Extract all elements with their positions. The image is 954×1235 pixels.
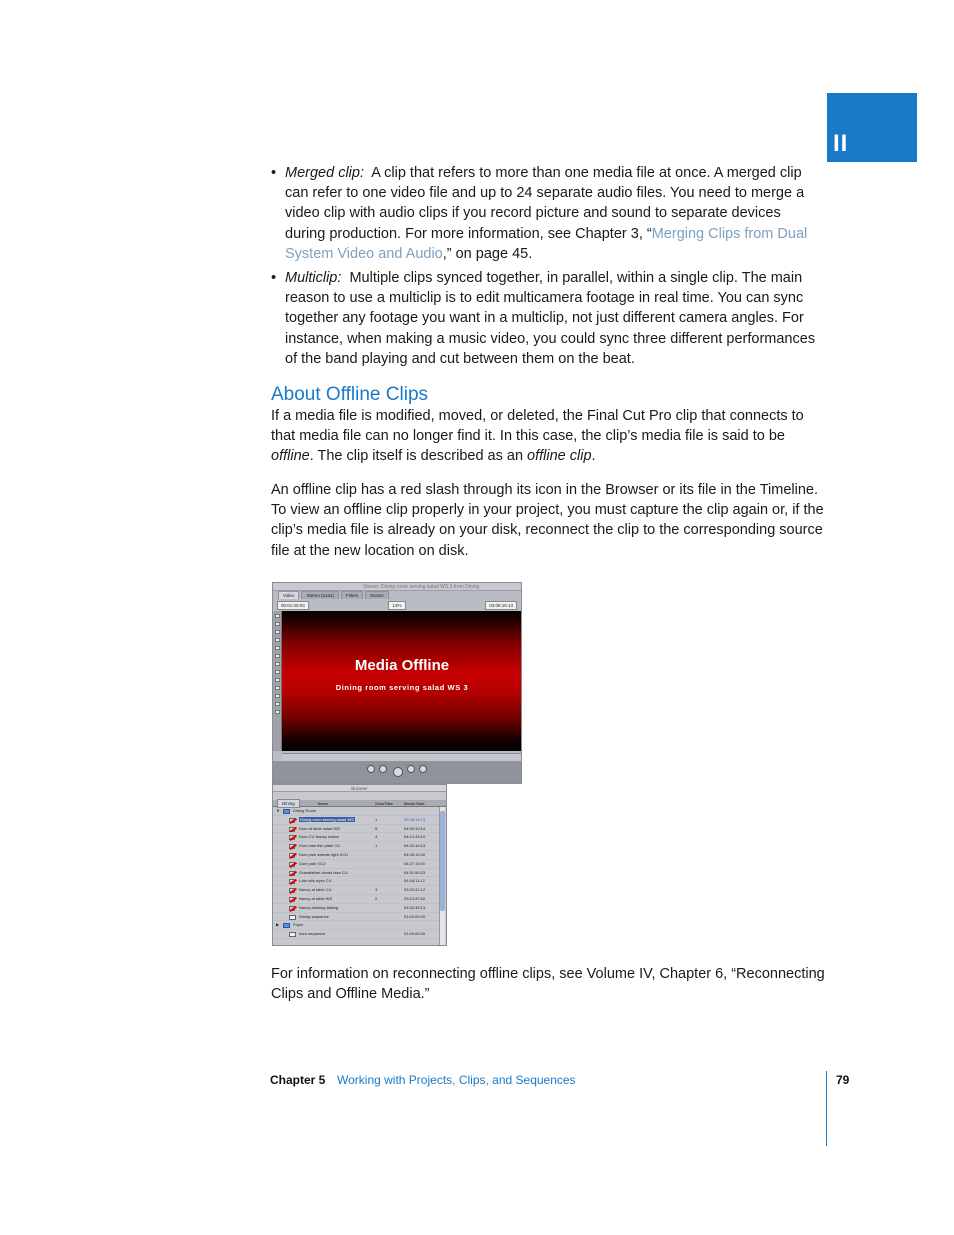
- browser-scrollbar[interactable]: [439, 807, 445, 945]
- bullet-dot: •: [271, 270, 277, 286]
- media-start: 04:27:15:01: [404, 860, 426, 866]
- clip-name: Grandfather clears face CU: [299, 869, 348, 875]
- bullet-dot: •: [271, 165, 277, 181]
- shot-take: 3: [375, 887, 378, 893]
- offline-clip-icon: [289, 862, 295, 867]
- shot-take: [373, 921, 402, 929]
- section-heading: About Offline Clips: [271, 384, 429, 405]
- emphasis-offline-clip: offline clip: [527, 448, 592, 465]
- footer-chapter: Chapter 5: [270, 1073, 326, 1087]
- disclosure-triangle-icon[interactable]: ▶: [276, 922, 280, 928]
- media-start: 03:08:16:13: [404, 816, 426, 822]
- clip-name: Foyer: [293, 922, 304, 928]
- shot-take: 1: [375, 843, 378, 849]
- duration-timecode[interactable]: 00:01:00:03: [277, 601, 309, 610]
- clip-name: Dom at table salad WS: [299, 825, 340, 831]
- page-number: 79: [836, 1073, 850, 1087]
- media-start: 01:00:00:00: [404, 931, 426, 937]
- shot-take: [373, 930, 402, 938]
- bullet-text: A clip that refers to more than one media file at once. A merged clip can refer to one video file and up to 24 separate audio files. You need to merge a video clip with audio clips if you record picture and sound to separate devices during production. For more information, see Chapter 3, “: [285, 165, 805, 242]
- table-row[interactable]: [273, 833, 446, 842]
- media-start: 04:18:11:12: [404, 878, 425, 884]
- viewer-title-bar: Viewer: Dining room serving salad WS 3 from Dining: [273, 583, 521, 591]
- disclosure-triangle-icon[interactable]: ▼: [276, 808, 280, 813]
- browser-window-screenshot: [272, 784, 447, 946]
- mark-in-icon[interactable]: [367, 765, 375, 773]
- table-row[interactable]: [273, 904, 446, 913]
- sequence-icon: [289, 915, 296, 920]
- media-start: 03:13:37:02: [404, 895, 426, 901]
- clip-name: Dining sequence: [299, 913, 329, 919]
- clip-name: Dom pain sweats right XCU: [299, 851, 349, 857]
- paragraph-see-also: For information on reconnecting offline clips, see Volume IV, Chapter 6, “Reconnecting Clips and Offline Media.”: [271, 966, 825, 1003]
- shot-take: 1: [375, 816, 378, 822]
- tab-dining[interactable]: Dining: [277, 799, 300, 808]
- media-start: 04:20:16:13: [404, 843, 426, 849]
- paragraph-text: If a media file is modified, moved, or deleted, the Final Cut Pro clip that connects to that media file can no longer find it. In this case, the clip’s media file is said to be: [271, 408, 804, 445]
- transport-controls: [273, 761, 522, 784]
- shot-take: [373, 913, 402, 921]
- mark-out-icon[interactable]: [419, 765, 427, 773]
- clip-name: Lola rolls eyes CU: [299, 878, 332, 884]
- column-media-start[interactable]: Media Start: [404, 801, 425, 806]
- cross-reference-link[interactable]: Merging Clips from Dual System Video and Audio: [285, 225, 808, 262]
- offline-clip-icon: [289, 879, 295, 884]
- column-shot-take[interactable]: Shot/Take: [375, 801, 393, 806]
- table-row[interactable]: [273, 886, 446, 895]
- part-tab: [827, 93, 917, 162]
- shot-take: [373, 877, 402, 885]
- table-row[interactable]: [273, 860, 446, 869]
- tab-motion[interactable]: Motion: [365, 591, 389, 599]
- clip-name: Dom pain XCU: [299, 860, 326, 866]
- table-row[interactable]: [273, 869, 446, 878]
- clip-name: Nancy at table CU: [299, 887, 332, 893]
- part-tab-label: II: [833, 130, 849, 157]
- bullet-text: Multiple clips synced together, in parallel, within a single clip. The main reason to use a multiclip is to edit multicamera footage in real time. You can sync together any footage you want in a multiclip, not just different camera angles. For instance, when making a music video, you could sync three different performances of the band playing and cut between them on the beat.: [285, 270, 816, 367]
- media-start: 04:09:10:14: [404, 825, 426, 831]
- tab-filters[interactable]: Filters: [341, 591, 363, 599]
- table-row[interactable]: [273, 842, 446, 851]
- bullet-merged-clip: [271, 163, 824, 264]
- clip-name: Dom CU Nancy enters: [299, 834, 340, 840]
- browser-list: [273, 807, 446, 939]
- next-edit-icon[interactable]: [407, 765, 415, 773]
- media-start: [402, 921, 438, 929]
- clip-name: Intro sequence: [299, 931, 326, 937]
- shot-take: 5: [375, 825, 378, 831]
- media-offline-title: Media Offline: [354, 657, 450, 674]
- zoom-popup[interactable]: 13%: [388, 601, 405, 610]
- clip-name: Nancy at table WS: [299, 895, 333, 901]
- footer-divider: [826, 1071, 827, 1146]
- viewer-timecode-bar: [273, 599, 521, 611]
- offline-clip-icon: [289, 906, 295, 911]
- clip-name: Dining Room: [293, 808, 317, 813]
- clip-name: Dom eats fish plate CU: [299, 843, 341, 849]
- folder-icon: [283, 809, 290, 814]
- table-row[interactable]: [273, 913, 446, 922]
- sequence-icon: [289, 932, 296, 937]
- scrubber-bar[interactable]: [282, 753, 522, 761]
- shot-take: 2: [375, 895, 378, 901]
- shot-take: [373, 860, 402, 868]
- viewer-side-strip: [273, 611, 282, 751]
- folder-icon: [283, 923, 290, 928]
- play-icon[interactable]: [393, 767, 403, 777]
- offline-clip-icon: [289, 853, 295, 858]
- offline-clip-icon: [289, 844, 295, 849]
- offline-clip-icon: [289, 835, 295, 840]
- previous-edit-icon[interactable]: [379, 765, 387, 773]
- tab-stereo[interactable]: Stereo (a1a2): [301, 591, 339, 599]
- media-start: 01:00:00:00: [404, 913, 426, 919]
- shot-take: [373, 869, 402, 877]
- shot-take: [373, 851, 402, 859]
- media-start: 03:23:41:12: [404, 887, 426, 893]
- table-row[interactable]: [273, 825, 446, 834]
- shot-take: 4: [375, 834, 378, 840]
- footer-chapter-title: Working with Projects, Clips, and Sequences: [337, 1073, 576, 1087]
- paragraph-red-slash: An offline clip has a red slash through its icon in the Browser or its file in the Timeline. To view an offline clip properly in your project, you must capture the clip again or, if the clip’s media file is already on your disk, reconnect the clip to the corresponding source file at the new location on disk.: [271, 482, 824, 559]
- emphasis-offline: offline: [271, 448, 310, 465]
- table-row[interactable]: [273, 851, 446, 860]
- media-start: 04:28:12:00: [404, 851, 426, 857]
- browser-title-bar: Browser: [273, 785, 446, 792]
- viewer-window-screenshot: [272, 582, 522, 784]
- offline-clip-icon: [289, 888, 295, 893]
- browser-column-headers: [273, 800, 446, 807]
- bullet-multiclip: [271, 268, 824, 369]
- column-name[interactable]: Name: [317, 801, 329, 806]
- tab-video[interactable]: Video: [278, 591, 299, 599]
- shot-take: [373, 904, 402, 912]
- paragraph-text: .: [591, 448, 596, 465]
- table-row[interactable]: [273, 895, 446, 904]
- clip-name: Dining room serving salad WS: [300, 816, 354, 822]
- viewer-tabs: [273, 591, 521, 599]
- media-start: [402, 807, 438, 815]
- media-offline-clip-name: Dining room serving salad WS 3: [335, 683, 469, 692]
- table-row[interactable]: [273, 877, 446, 886]
- offline-clip-icon: [289, 897, 295, 902]
- bullet-text-end: ,” on page 45.: [442, 245, 533, 262]
- paragraph-offline-definition: [271, 406, 827, 467]
- shot-take: [373, 807, 402, 815]
- media-offline-screen: [282, 611, 522, 751]
- media-start: 04:31:50:23: [404, 869, 426, 875]
- offline-clip-icon: [289, 818, 295, 823]
- paragraph-text: . The clip itself is described as an: [309, 448, 528, 465]
- bullet-term: Multiclip:: [285, 270, 342, 286]
- table-row[interactable]: [273, 807, 446, 816]
- bullet-term: Merged clip:: [285, 165, 364, 181]
- clip-name: Nancy drinking talking: [299, 904, 339, 910]
- table-row[interactable]: [273, 921, 446, 930]
- offline-clip-icon: [289, 827, 295, 832]
- table-row[interactable]: [273, 816, 446, 825]
- media-start: 04:12:49:10: [404, 834, 426, 840]
- offline-clip-icon: [289, 871, 295, 876]
- media-start: 04:02:39:13: [404, 904, 426, 910]
- current-timecode[interactable]: 03:08:16:13: [485, 601, 517, 610]
- table-row[interactable]: [273, 930, 446, 939]
